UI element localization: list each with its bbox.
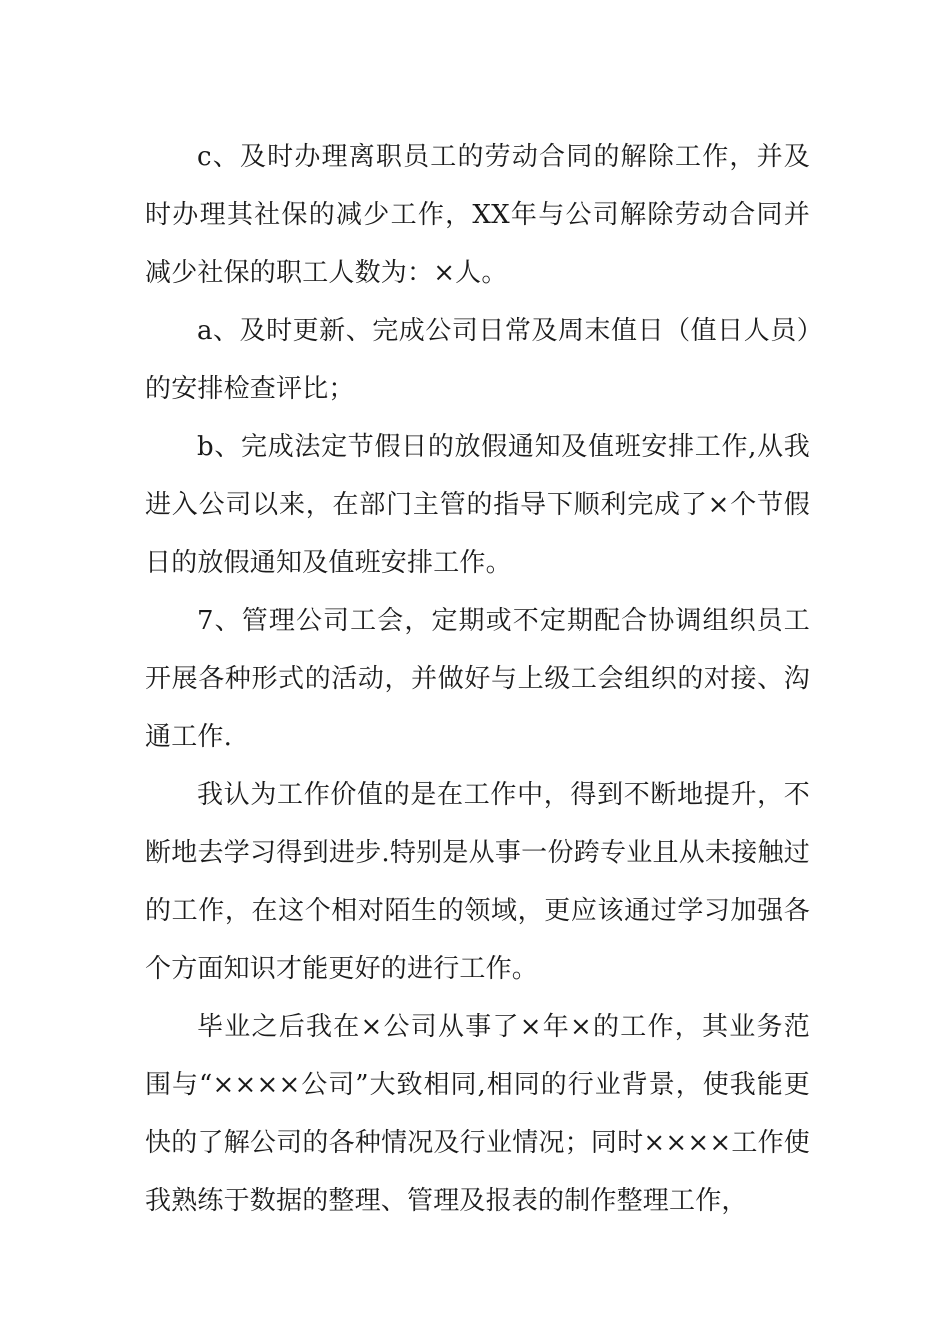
paragraph-holiday-notice: b、完成法定节假日的放假通知及值班安排工作,从我进入公司以来，在部门主管的指导下顺利完成了×个节假日的放假通知及值班安排工作。 <box>145 432 810 578</box>
paragraph-work-experience: 毕业之后我在×公司从事了×年×的工作，其业务范围与“××××公司”大致相同,相同的行业背景，使我能更快的了解公司的各种情况及行业情况；同时××××工作使我熟练于数据的整理、管理及报表的制作整理工作， <box>145 1012 810 1216</box>
paragraph-duty-roster: a、及时更新、完成公司日常及周末值日（值日人员）的安排检查评比； <box>145 316 810 404</box>
paragraph-work-value: 我认为工作价值的是在工作中，得到不断地提升，不断地去学习得到进步.特别是从事一份跨专业且从未接触过的工作，在这个相对陌生的领域，更应该通过学习加强各个方面知识才能更好的进行工作。 <box>145 780 810 984</box>
document-body <box>145 128 810 1230</box>
paragraph-labor-union: 7、管理公司工会，定期或不定期配合协调组织员工开展各种形式的活动，并做好与上级工会组织的对接、沟通工作. <box>145 606 810 752</box>
paragraph-resignation-contracts: c、及时办理离职员工的劳动合同的解除工作，并及时办理其社保的减少工作，XX年与公司解除劳动合同并减少社保的职工人数为：×人。 <box>145 142 810 288</box>
